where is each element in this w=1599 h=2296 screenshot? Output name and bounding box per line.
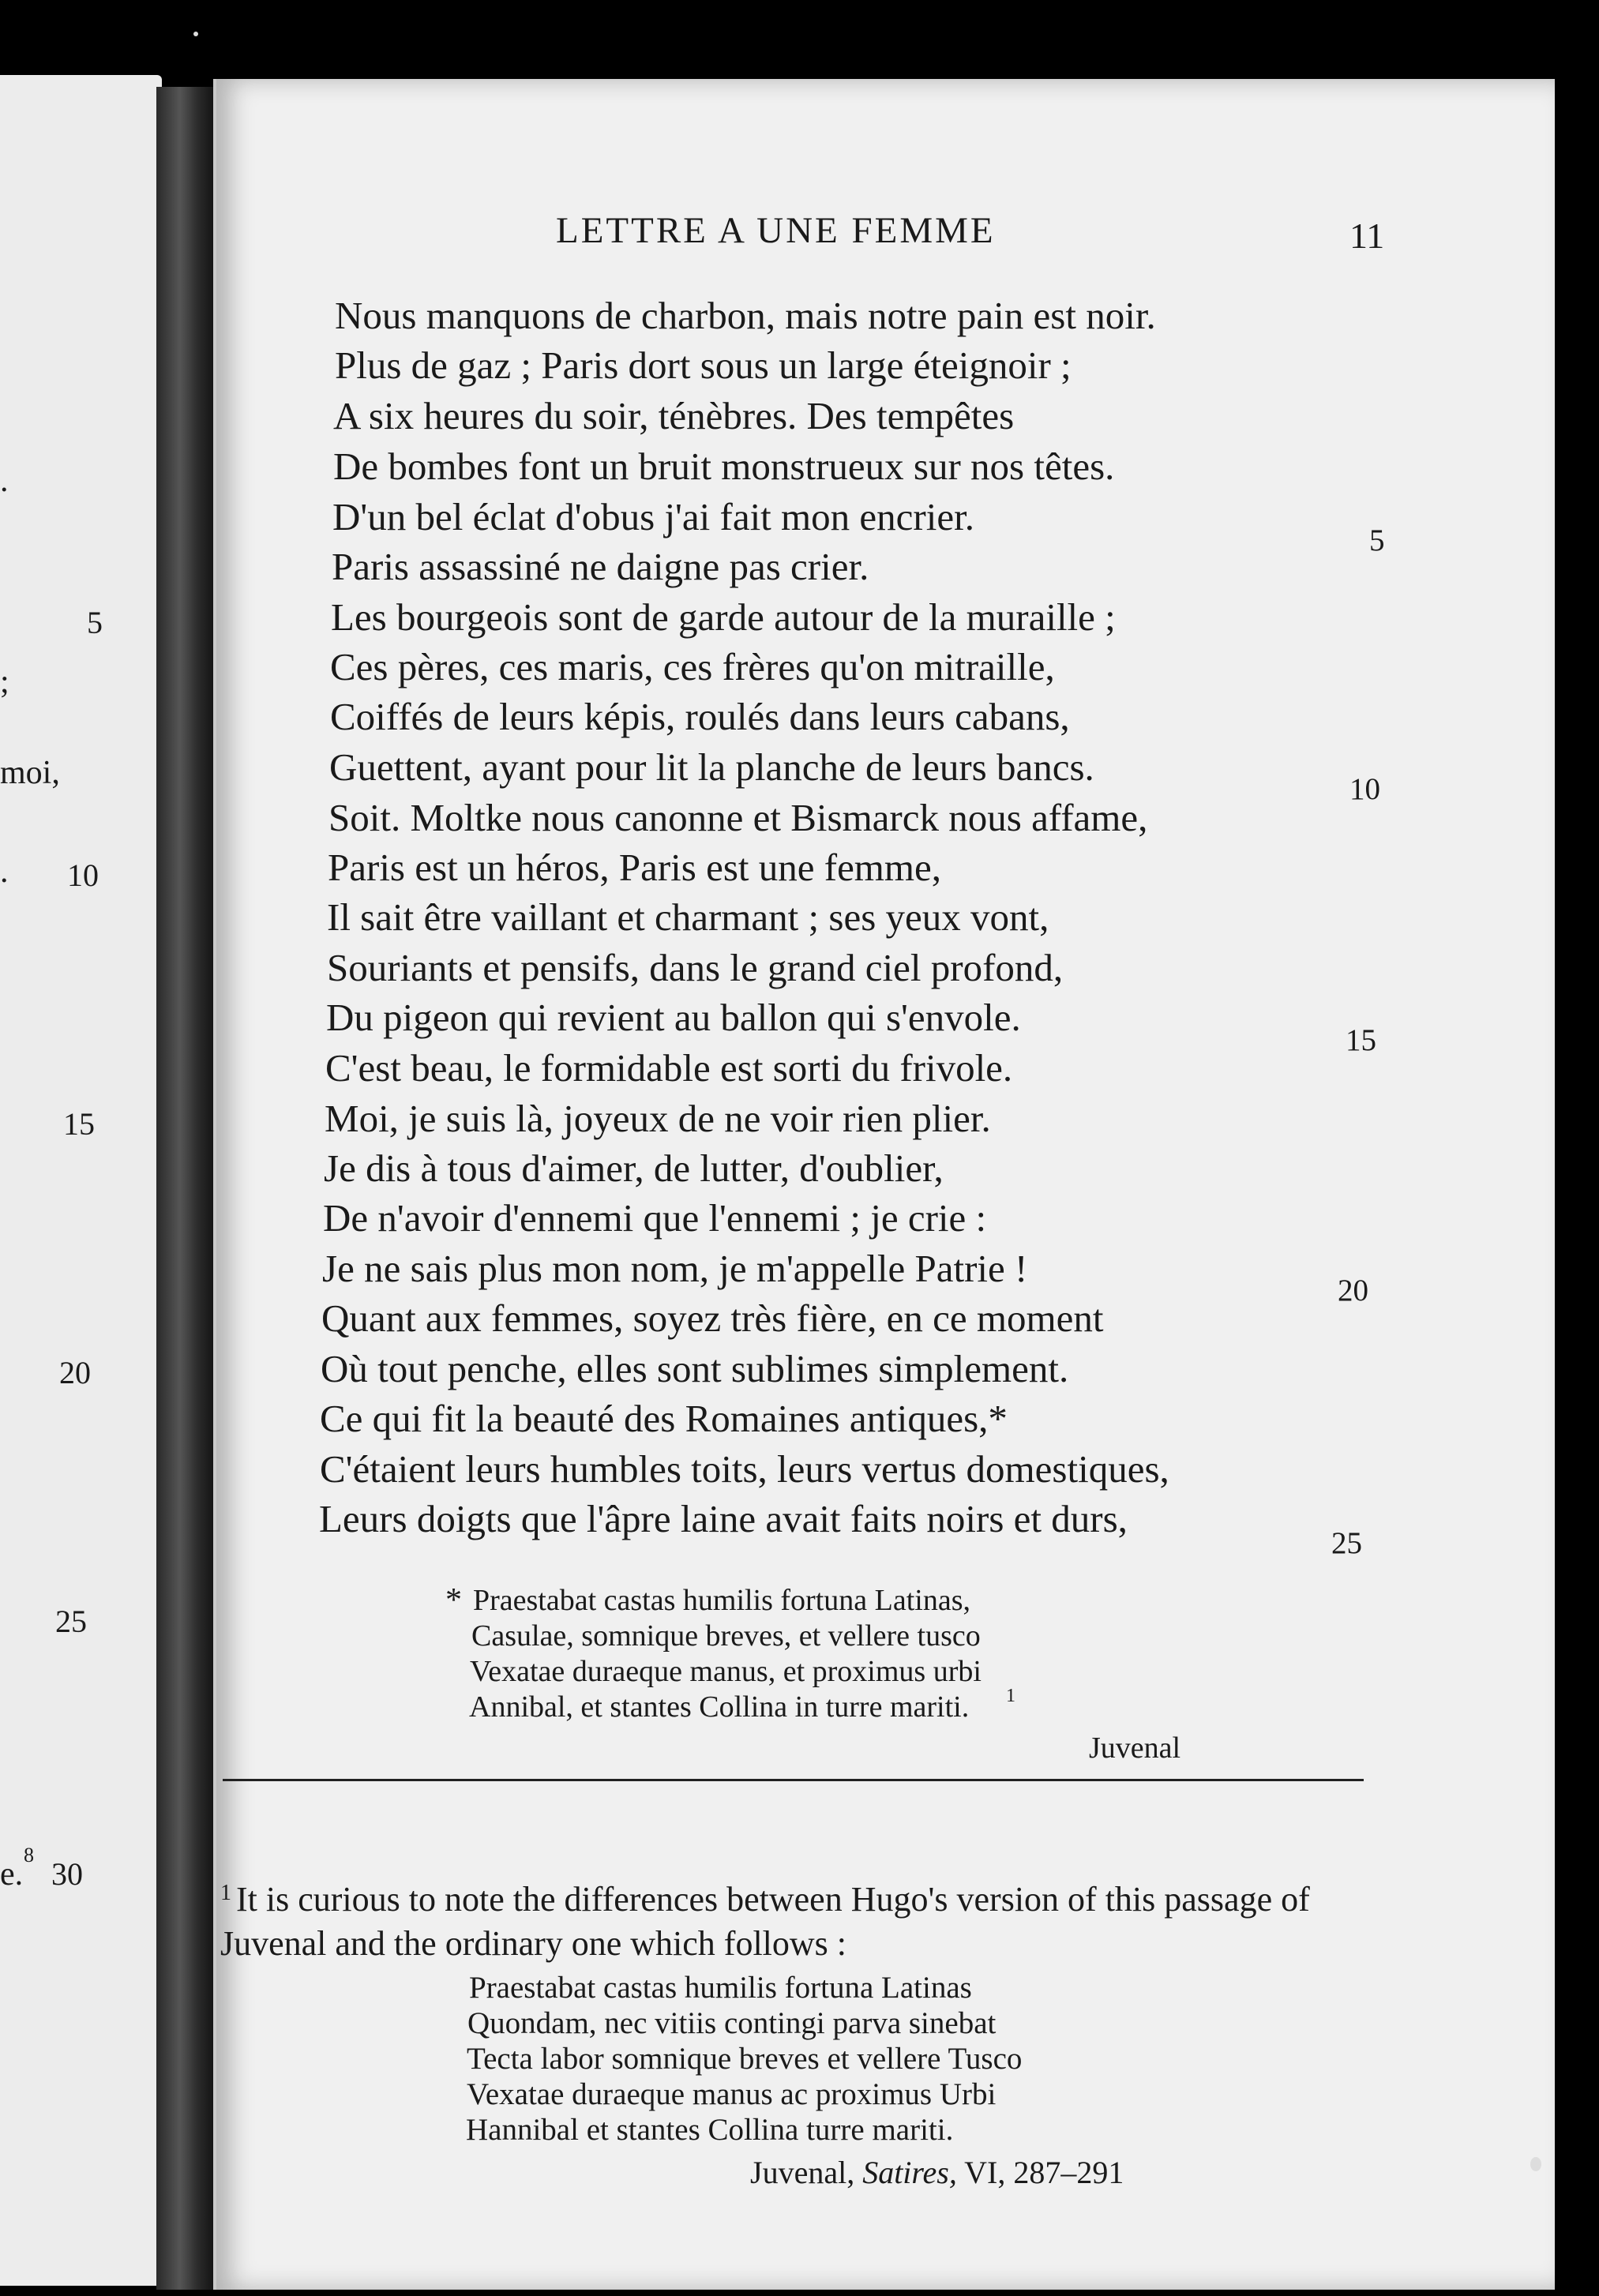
scan-speck — [193, 32, 198, 36]
left-line-number: 25 — [55, 1604, 87, 1639]
poem-line: Paris assassiné ne daigne pas crier. — [332, 545, 869, 588]
footnote-rule — [223, 1779, 1364, 1781]
footnote-verse-line: Quondam, nec vitiis contingi parva sinebat — [467, 2006, 997, 2040]
poem-line: Les bourgeois sont de garde autour de la muraille ; — [331, 595, 1116, 639]
line-number: 25 — [1331, 1526, 1362, 1560]
latin-line: Annibal, et stantes Collina in turre mariti. — [469, 1690, 970, 1724]
footnote-verse-line: Praestabat castas humilis fortuna Latinas — [469, 1971, 972, 2005]
note-marker: * — [445, 1582, 462, 1619]
left-line-number: 10 — [67, 857, 99, 893]
poem-line: C'est beau, le formidable est sorti du frivole. — [325, 1046, 1013, 1090]
citation-author: Juvenal, — [750, 2155, 855, 2190]
citation-work: Satires, — [862, 2155, 957, 2190]
left-page-footnote-ref: 8 — [24, 1844, 34, 1866]
line-number: 20 — [1338, 1274, 1368, 1307]
footnote-verse-line: Hannibal et stantes Collina turre mariti. — [466, 2113, 954, 2147]
poem-line: De bombes font un bruit monstrueux sur nos têtes. — [333, 445, 1115, 488]
poem-line: Nous manquons de charbon, mais notre pain est noir. — [335, 294, 1156, 337]
footnote-text: It is curious to note the differences between Hugo's version of this passage of Juvenal and the ordinary one which follows : — [220, 1880, 1310, 1963]
poem-line: Souriants et pensifs, dans le grand ciel profond, — [327, 946, 1064, 989]
footnote-citation — [750, 2154, 1124, 2191]
left-line-number: 5 — [87, 605, 103, 640]
previous-page — [0, 75, 162, 2286]
poem-line: Guettent, ayant pour lit la planche de leurs bancs. — [329, 745, 1094, 789]
footnote — [220, 1871, 1373, 1966]
latin-line: Casulae, somnique breves, et vellere tusco — [471, 1619, 981, 1653]
poem-line: Ces pères, ces maris, ces frères qu'on mitraille, — [330, 645, 1055, 688]
running-head: LETTRE A UNE FEMME — [556, 210, 996, 251]
footnote-verse-line: Vexatae duraeque manus ac proximus Urbi — [467, 2077, 997, 2111]
scan-speck — [1530, 2157, 1541, 2171]
poem-line: Où tout penche, elles sont sublimes simplement. — [321, 1347, 1069, 1390]
line-number: 15 — [1346, 1023, 1376, 1057]
poem-line: Ce qui fit la beauté des Romaines antiques,* — [320, 1397, 1008, 1440]
citation-reference: VI, 287–291 — [964, 2155, 1124, 2190]
poem-line: A six heures du soir, ténèbres. Des tempêtes — [333, 394, 1015, 437]
book-page — [213, 79, 1555, 2290]
footnote-reference: 1 — [1006, 1686, 1015, 1706]
page-number: 11 — [1349, 216, 1385, 256]
poem-line: Je ne sais plus mon nom, je m'appelle Patrie ! — [322, 1247, 1028, 1290]
line-number: 10 — [1349, 772, 1380, 806]
poem-line: Je dis à tous d'aimer, de lutter, d'oublier, — [324, 1146, 944, 1190]
left-line-number: 30 — [51, 1856, 83, 1892]
poem-line: Plus de gaz ; Paris dort sous un large éteignoir ; — [335, 343, 1072, 387]
poem-line: Il sait être vaillant et charmant ; ses yeux vont, — [327, 895, 1049, 939]
left-line-number: 15 — [63, 1106, 95, 1142]
poem-line: Soit. Moltke nous canonne et Bismarck nous affame, — [328, 796, 1148, 839]
latin-line: Vexatae duraeque manus, et proximus urbi — [470, 1655, 982, 1688]
left-page-fragment: . — [0, 463, 9, 499]
note-attribution: Juvenal — [1089, 1731, 1181, 1765]
left-page-fragment: e. — [0, 1856, 24, 1893]
left-page-fragment: ; — [0, 664, 9, 700]
poem-line: Quant aux femmes, soyez très fière, en ce moment — [321, 1296, 1104, 1340]
poem-line: Moi, je suis là, joyeux de ne voir rien plier. — [325, 1097, 991, 1140]
poem-line: D'un bel éclat d'obus j'ai fait mon encrier. — [332, 495, 974, 538]
footnote-verse-line: Tecta labor somnique breves et vellere Tusco — [467, 2042, 1023, 2076]
poem-line: Du pigeon qui revient au ballon qui s'envole. — [326, 996, 1021, 1039]
poem-line: De n'avoir d'ennemi que l'ennemi ; je crie : — [323, 1196, 987, 1240]
poem-line: Leurs doigts que l'âpre laine avait faits noirs et durs, — [319, 1497, 1128, 1540]
line-number: 5 — [1369, 523, 1385, 557]
poem-line: C'étaient leurs humbles toits, leurs vertus domestiques, — [320, 1447, 1169, 1491]
footnote-number: 1 — [220, 1881, 231, 1905]
poem-line: Coiffés de leurs képis, roulés dans leurs cabans, — [330, 695, 1070, 738]
left-line-number: 20 — [59, 1355, 91, 1390]
poem-line: Paris est un héros, Paris est une femme, — [328, 846, 942, 889]
book-gutter — [156, 87, 216, 2290]
latin-line: Praestabat castas humilis fortuna Latinas, — [473, 1584, 970, 1617]
left-page-fragment: . — [0, 853, 9, 890]
left-page-fragment: moi, — [0, 755, 60, 791]
